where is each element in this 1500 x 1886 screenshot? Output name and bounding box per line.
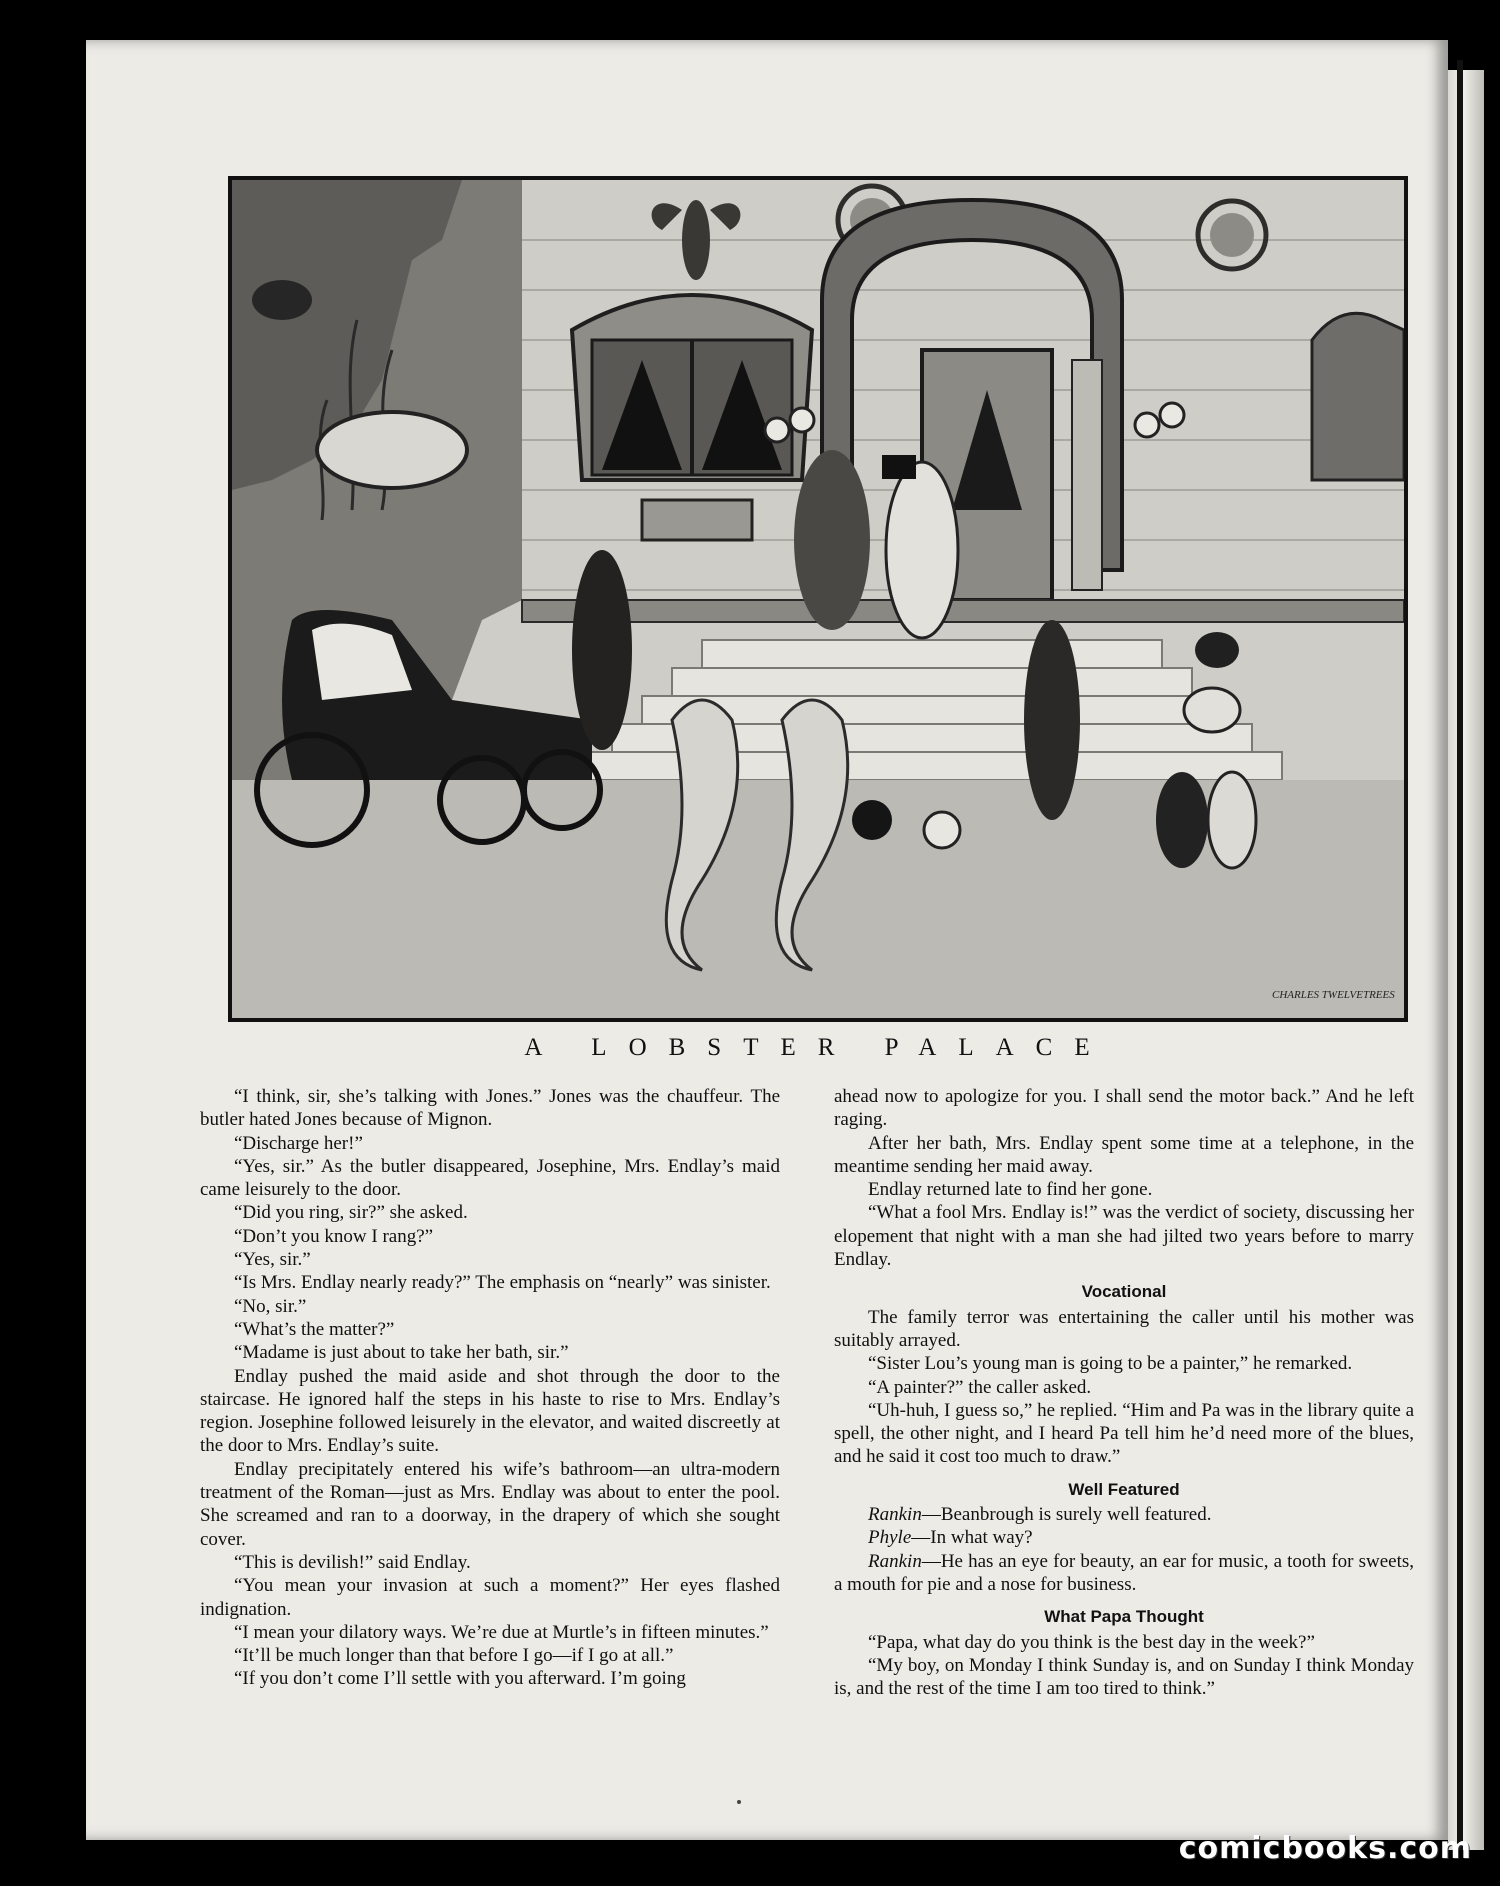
illustration-caption: A LOBSTER PALACE	[524, 1034, 1112, 1061]
lobster-palace-illustration	[228, 176, 1408, 1022]
speaker-name: Rankin	[868, 1550, 922, 1572]
story-paragraph: ahead now to apologize for you. I shall send the motor back.” And he left raging.	[834, 1086, 1414, 1131]
page-gutter-shadow	[1457, 60, 1463, 1850]
speaker-name: Rankin	[868, 1504, 922, 1526]
artist-signature: CHARLES TWELVETREES	[1272, 989, 1395, 1001]
story-paragraph: “I think, sir, she’s talking with Jones.” Jones was the chauffeur. The butler hated Jones because of Mignon.	[200, 1086, 780, 1131]
story-paragraph: “Madame is just about to take her bath, sir.”	[234, 1342, 569, 1364]
story-paragraph: Endlay precipitately entered his wife’s bathroom—an ultra-modern treatment of the Roman—just as Mrs. Endlay was about to enter the pool. She screamed and ran to a doorway, in the drapery of which she sought cover.	[200, 1458, 780, 1550]
joke-paragraph: The family terror was entertaining the caller until his mother was suitably arrayed.	[834, 1306, 1414, 1351]
story-paragraph: “Discharge her!”	[234, 1132, 363, 1154]
story-ending	[834, 1085, 1414, 1271]
joke-paragraph: “Sister Lou’s young man is going to be a painter,” he remarked.	[868, 1353, 1353, 1375]
story-paragraph: “If you don’t come I’ll settle with you afterward. I’m going	[234, 1668, 686, 1690]
story-paragraph: “You mean your invasion at such a moment?” Her eyes flashed indignation.	[200, 1575, 780, 1620]
story-paragraph: “Yes, sir.”	[234, 1249, 311, 1271]
what-papa-thought-section	[834, 1631, 1414, 1701]
speaker-name: Phyle	[868, 1527, 912, 1549]
section-heading-well-featured: Well Featured	[1068, 1479, 1180, 1499]
story-paragraph: “What’s the matter?”	[234, 1318, 395, 1340]
story-paragraph: Endlay returned late to find her gone.	[868, 1179, 1153, 1201]
joke-paragraph: “A painter?” the caller asked.	[868, 1376, 1092, 1398]
story-paragraph: Endlay pushed the maid aside and shot through the door to the staircase. He ignored half the steps in his haste to rise to Mrs. Endlay’s region. Josephine followed leisurely in the elevator, and waited discreetly at the door to Mrs. Endlay’s suite.	[200, 1365, 780, 1457]
story-paragraph: “Don’t you know I rang?”	[234, 1225, 434, 1247]
well-featured-section	[834, 1503, 1414, 1596]
section-heading-what-papa-thought: What Papa Thought	[1044, 1607, 1204, 1627]
dialogue-line	[834, 1526, 1414, 1549]
left-column	[200, 1085, 780, 1691]
dialogue-text: —Beanbrough is surely well featured.	[921, 1504, 1212, 1526]
story-paragraph: “Is Mrs. Endlay nearly ready?” The emphasis on “nearly” was sinister.	[234, 1272, 771, 1294]
story-paragraph: “It’ll be much longer than that before I go—if I go at all.”	[234, 1645, 674, 1667]
dialogue-line	[834, 1550, 1414, 1597]
joke-paragraph: “My boy, on Monday I think Sunday is, and on Sunday I think Monday is, and the rest of the time I am too tired to think.”	[834, 1654, 1414, 1700]
story-paragraph: “This is devilish!” said Endlay.	[234, 1551, 471, 1573]
story-paragraph: “Yes, sir.” As the butler disappeared, Josephine, Mrs. Endlay’s maid came leisurely to the door.	[200, 1155, 780, 1201]
joke-paragraph: “Papa, what day do you think is the best day in the week?”	[868, 1631, 1315, 1653]
story-paragraph: “Did you ring, sir?” she asked.	[234, 1202, 468, 1224]
dialogue-line	[834, 1503, 1414, 1526]
right-column	[834, 1085, 1414, 1700]
dialogue-text: —In what way?	[911, 1527, 1033, 1549]
site-watermark: comicbooks.com	[1178, 1831, 1472, 1866]
dialogue-text: —He has an eye for beauty, an ear for music, a tooth for sweets, a mouth for pie and a nose for business.	[834, 1550, 1414, 1595]
story-paragraph: “What a fool Mrs. Endlay is!” was the verdict of society, discussing her elopement that night with a man she had jilted two years before to marry Endlay.	[834, 1202, 1414, 1271]
joke-paragraph: “Uh-huh, I guess so,” he replied. “Him and Pa was in the library quite a spell, the other night, and I heard Pa tell him he’d need more of the blues, and he said it cost too much to draw.”	[834, 1399, 1414, 1468]
story-paragraph: “I mean your dilatory ways. We’re due at Murtle’s in fifteen minutes.”	[234, 1621, 769, 1643]
story-paragraph: “No, sir.”	[234, 1295, 307, 1317]
story-paragraph: After her bath, Mrs. Endlay spent some time at a telephone, in the meantime sending her maid away.	[834, 1132, 1414, 1177]
next-page-edge	[1448, 70, 1484, 1850]
section-heading-vocational: Vocational	[1081, 1282, 1167, 1302]
vocational-section	[834, 1306, 1414, 1469]
page-mark	[737, 1800, 741, 1804]
